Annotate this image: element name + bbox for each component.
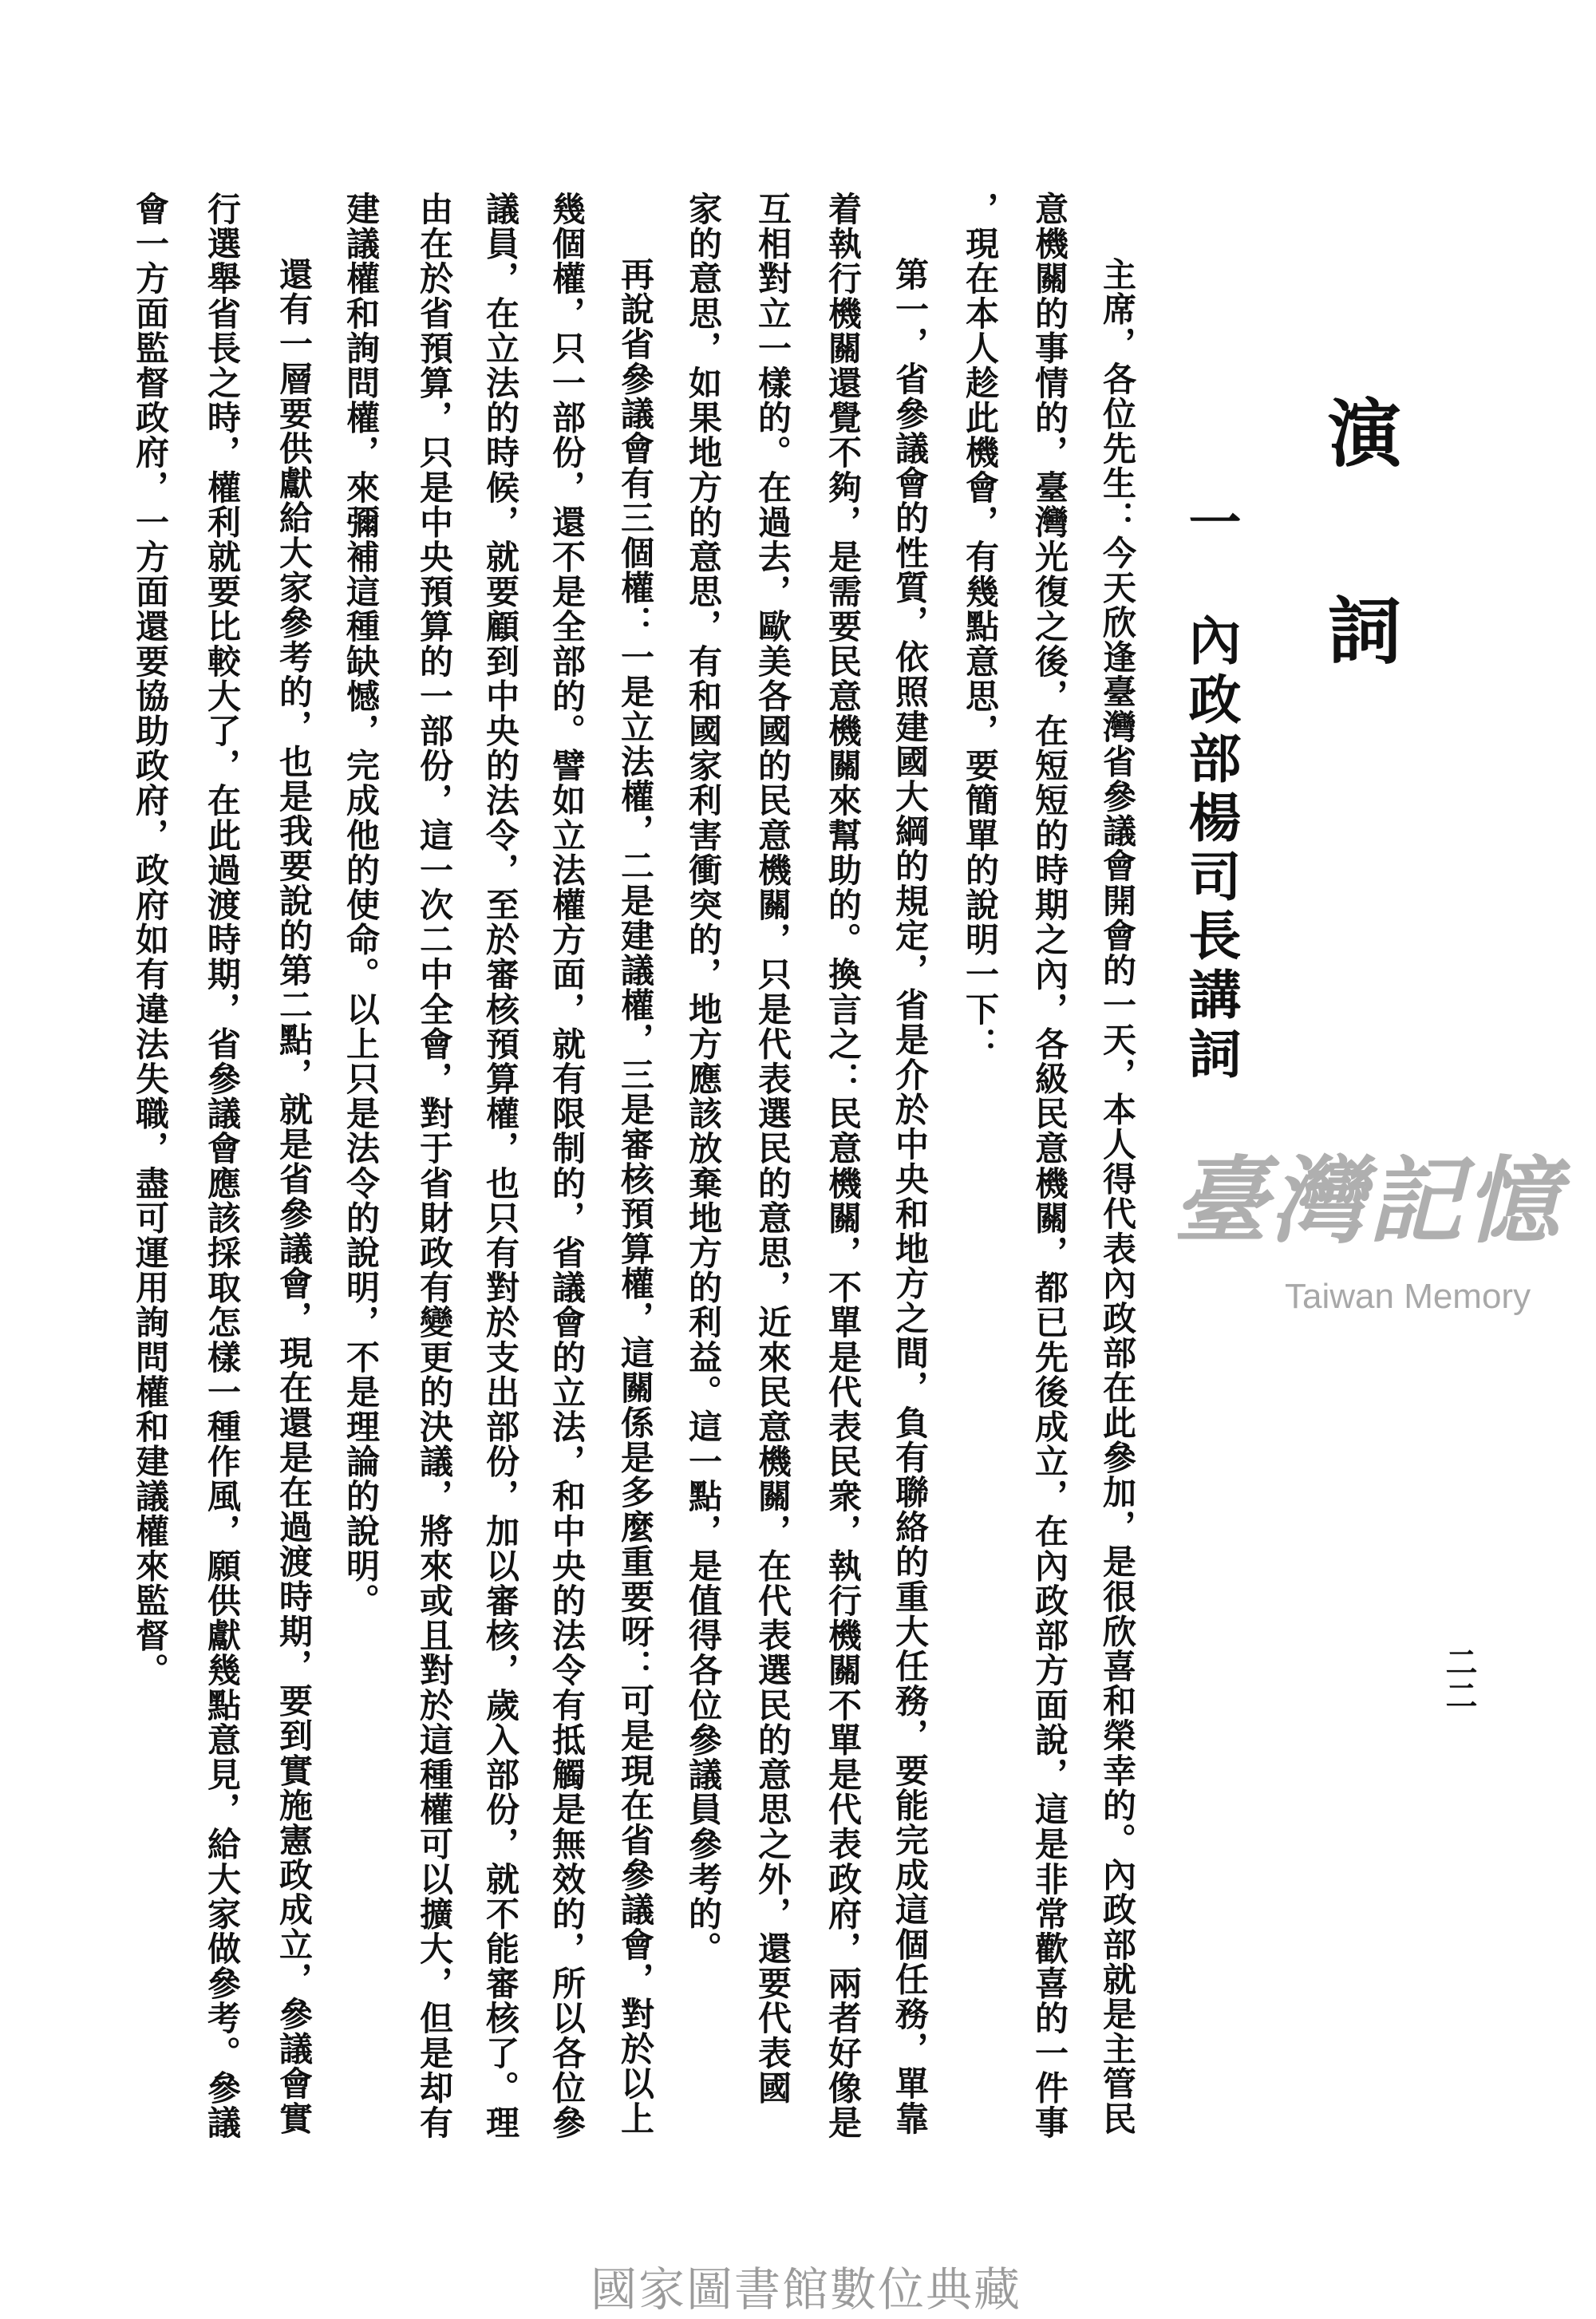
text-column: 意機關的事情的，臺灣光復之後，在短短的時期之內，各級民意機關，都已先後成立，在內政部方面說，這是非常歡喜的一件事 [1030,192,1069,2140]
text-column: 還有一層要供獻給大家參考的，也是我要說的第二點，就是省參議會，現在還是在過渡時期，要到實施憲政成立，參議會實 [275,257,314,2136]
text-column: ，現在本人趁此機會，有幾點意思，要簡單的說明一下： [961,192,1000,1061]
page-number: 二二 [1440,1645,1478,1713]
text-column: 建議權和詢問權，來彌補這種缺憾，完成他的使命。以上只是法令的說明，不是理論的說明。 [342,192,381,1618]
text-column: 第一，省參議會的性質，依照建國大綱的規定，省是介於中央和地方之間，負有聯絡的重大任務，要能完成這個任務，單靠 [891,257,930,2136]
text-column: 會一方面監督政府，一方面還要協助政府，政府如有違法失職，盡可運用詢問權和建議權來監督。 [131,192,170,1688]
section-title-char-2: 詞 [1327,588,1401,674]
text-column: 着執行機關還覺不夠，是需要民意機關來幫助的。換言之：民意機關，不單是代表民衆，執行機關不單是代表政府，兩者好像是 [824,192,863,2140]
text-column: 行選舉省長之時，權利就要比較大了，在此過渡時期，省參議會應該採取怎樣一種作風，願供獻幾點意見，給大家做參考。參議 [203,192,242,2140]
footer-archive-credit: 國家圖書館數位典藏 [591,2262,1022,2317]
section-title-char-1: 演 [1327,391,1401,477]
speech-subtitle: 一 內政部楊司長講詞 [1179,495,1242,1085]
watermark-logo: 臺灣記憶 [1173,1145,1563,1256]
watermark-logo-english: Taiwan Memory [1285,1277,1531,1316]
text-column: 主席，各位先生：今天欣逢臺灣省參議會開會的一天，本人得代表內政部在此參加，是很欣喜和榮幸的。內政部就是主管民 [1098,257,1137,2136]
text-column: 家的意思，如果地方的意思，有和國家利害衝突的，地方應該放棄地方的利益。這一點，是值得各位參議員參考的。 [684,192,723,1966]
text-column: 議員，在立法的時候，就要顧到中央的法令，至於審核預算權，也只有對於支出部份，加以審核，歲入部份，就不能審核了。理 [481,192,520,2140]
text-column: 再說省參議會有三個權：一是立法權，二是建議權，三是審核預算權，這關係是多麼重要呀：可是現在省參議會，對於以上 [616,257,655,2136]
text-column: 互相對立一樣的。在過去，歐美各國的民意機關，只是代表選民的意思，近來民意機關，在代表選民的意思之外，還要代表國 [753,192,792,2105]
text-column: 幾個權，只一部份，還不是全部的。譬如立法權方面，就有限制的，省議會的立法，和中央的法令有抵觸是無效的，所以各位參 [547,192,587,2140]
text-column: 由在於省預算，只是中央預算的一部份，這一次二中全會，對于省財政有變更的決議，將來或且對於這種權可以擴大，但是却有 [415,192,454,2140]
